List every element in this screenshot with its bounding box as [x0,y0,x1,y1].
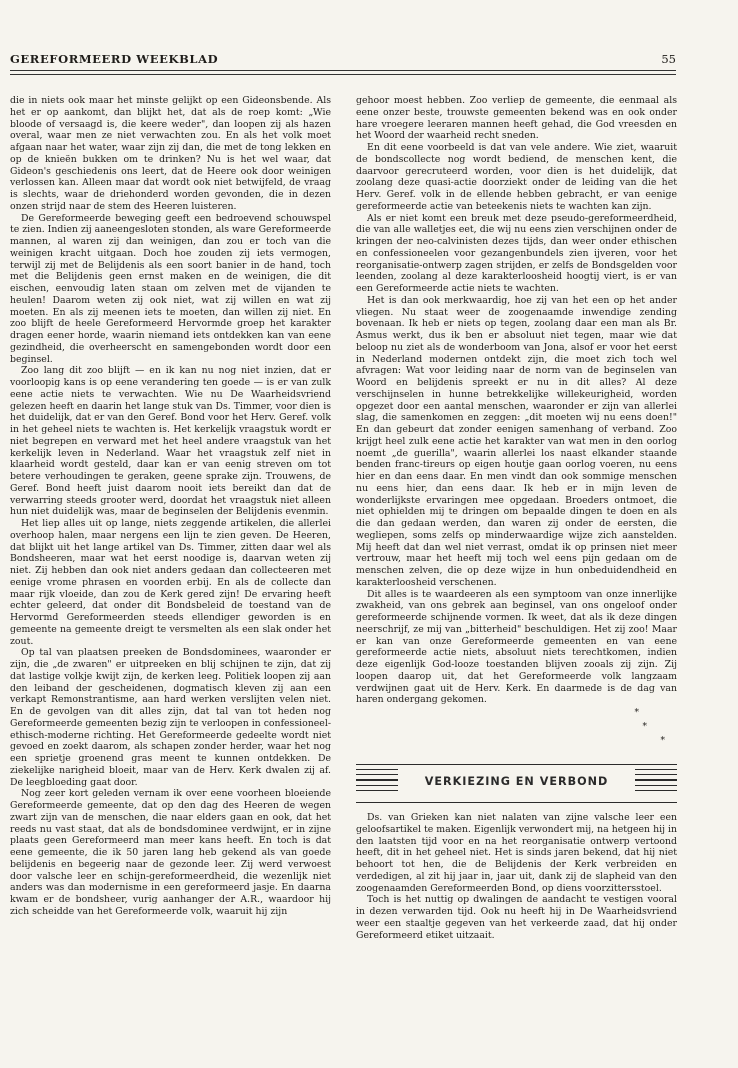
section-separator-stars [356,706,677,754]
header-rule [10,70,676,75]
paragraph: Toch is het nuttig op dwalingen de aandacht te vestigen vooral in dezen verwarden tijd. Ook nu heeft hij in De Waarheidsvriend weer een staaltje gegeven van het verkeerde zaad, dat hij onder Gereformeerd etiket uitzaait. [356,894,677,941]
paragraph: Zoo lang dit zoo blijft — en ik kan nu nog niet inzien, dat er voorloopig kans is op eene verandering ten goede — is er van zulk eene actie niets te verwachten. Wie nu De Waarheidsvriend gelezen heeft en daarin het lange stuk van Ds. Timmer, voor dien is het duidelijk, dat er van den Geref. Bond voor het Herv. Geref. volk in het geheel niets te wachten is. Het kerkelijk vraagstuk wordt er niet begrepen en verward met het heel andere vraagstuk van het kerkelijk leven in Nederland. Waar het vraagstuk zelf niet in klaarheid wordt gesteld, daar kan er van eenig streven om tot betere verhoudingen te geraken, geene sprake zijn. Trouwens, de Geref. Bond heeft juist daarom nooit iets bereikt dan dat de verwarring steeds grooter werd, doordat het vraagstuk niet alleen hun niet duidelijk was, maar de beginselen der Belijdenis evenmin. [10,365,331,518]
heading-ornament-left [356,769,398,799]
page-header [10,52,676,68]
paragraph: gehoor moest hebben. Zoo verliep de gemeente, die eenmaal als eene onzer beste, trouwste gemeenten bekend was en ook onder hare vroegere leeraren mannen heeft gehad, die God vreesden en het Woord der waarheid recht sneden. [356,95,677,142]
paragraph: die in niets ook maar het minste gelijkt op een Gideonsbende. Als het er op aankomt, dan blijkt het, dat als de roep komt: „Wie bloode of versaagd is, die keere weder", dan loopen zij als hazen overal, waar men ze niet verwachten zou. En als het volk moet afgaan naar het water, waar zijn zij dan, die met de tong lekken en op de knieën bukken om te drinken? Nu is het wel waar, dat Gideon's geschiedenis ons leert, dat de Heere ook door weinigen verlossen kan. Alleen maar dat wordt ook niet betwijfeld, de vraag is slechts, waar de driehonderd worden gevonden, die in dezen onzen strijd naar de stem des Heeren luisteren. [10,95,331,212]
section-heading-block [356,758,677,804]
heading-rule-top [356,764,677,765]
paragraph: Het is dan ook merkwaardig, hoe zij van het een op het ander vliegen. Nu staat weer de zoogenaamde inwendige zending bovenaan. Ik heb er niets op tegen, zoolang daar een man als Br. Asmus werkt, dus ik ben er absoluut niet tegen, maar wie dat beloop nu ziet als de wonderboom van Jona, alsof er voor het eerst in Nederland modernen ontdekt zijn, die moet zich toch wel afvragen: Wat voor leiding naar de norm van de beginselen van Woord en belijdenis spreekt er nu in dit alles? Al deze verschijnselen in hunne betrekkelijke willekeurigheid, worden opgezet door een aantal menschen, waaronder er zijn van allerlei slag, die samenkomen en zeggen: „dit moeten wij nu eens doen!" En dan gebeurt dat zonder eenigen samenhang of verband. Zoo krijgt heel zulk eene actie het karakter van wat men in den oorlog noemt „de guerilla", waarin allerlei los naast elkander staande benden franc-tireurs op eigen houtje gaan oorlog voeren, nu eens hier en dan eens daar. En men vindt dan ook sommige menschen nu eens hier, dan eens daar. Ik heb er in mijn leven de wonderlijkste ervaringen mee opgedaan. Broeders ontmoet, die niet ophielden mij te dringen om bepaalde dingen te doen en als die dan gedaan werden, dan waren zij onder de eersten, die wegliepen, soms zelfs op minderwaardige wijze zich aanstelden. Mij heeft dat dan wel niet verrast, omdat ik op prinsen niet meer vertrouw, maar het heeft mij toch wel eens pijn gedaan om de menschen zelven, die op deze wijze in hun onbeduidendheid en karakterloosheid verschenen. [356,294,677,588]
paragraph: Het liep alles uit op lange, niets zeggende artikelen, die allerlei overhoop halen, maar nergens een lijn te zien geven. De Heeren, dat blijkt uit het lange artikel van Ds. Timmer, zitten daar wel als Bondsheeren, maar wat het eerst noodige is, daarvan weten zij niet. Zij hebben dan ook niet anders gedaan dan collecteeren met eenige vrome phrasen en voorden erbij. En als de collecte dan maar rijk vloeide, dan zou de Kerk gered zijn! De ervaring heeft echter geleerd, dat onder dit Bondsbeleid de toestand van de Hervormd Gereformeerden steeds ellendiger geworden is en gemeente na gemeente dreigt te versmelten als een slak onder het zout. [10,518,331,647]
right-column [356,95,677,941]
paragraph: Als er niet komt een breuk met deze pseudo-gereformeerdheid, die van alle walletjes eet, die wij nu eens zien verschijnen onder de kringen der neo-calvinisten dezes tijds, dan weer onder ethischen en confessioneelen voor gezangenbundels zien ijveren, voor het reorganisatie-ontwerp zagen strijden, er zelfs de Bondsgelden voor leenden, zoolang al deze karakterloosheid hoogtij viert, is er van een Gereformeerde actie niets te wachten. [356,212,677,294]
separator-star: * [642,722,647,732]
paragraph: De Gereformeerde beweging geeft een bedroevend schouwspel te zien. Indien zij aaneengesloten stonden, als ware Gereformeerde mannen, al waren zij dan weinigen, dan zou er toch van die weinigen kracht uitgaan. Doch hoe zouden zij iets vermogen, terwijl zij met de Belijdenis als een soort banier in de hand, toch met die Belijdenis geen ernst maken en de weinigen, die dit eischen, eenvoudig laten staan om zelven met de vijanden te heulen! Daarom weten zij ook niet, wat zij willen en wat zij moeten. En als zij meenen iets te moeten, dan willen zij niet. En zoo blijft de heele Gereformeerd Hervormde groep het karakter dragen eener horde, waarin niemand iets ontdekken kan van eene gezindheid, die overheerscht en samengebonden wordt door een beginsel. [10,212,332,365]
paragraph: Nog zeer kort geleden vernam ik over eene voorheen bloeiende Gereformeerde gemeente, dat op den dag des Heeren de wegen zwart zijn van de menschen, die naar elders gaan en ook, dat het reeds nu vast staat, dat als de bondsdominee verdwijnt, er in zijne plaats geen Gereformeerd man meer kans heeft. En toch is dat eene gemeente, die ik 50 jaren lang heb gekend als van goede belijdenis en begeerig naar de gezonde leer. Zij werd verwoest door valsche leer en schijn-gereformeerdheid, die wezenlijk niet anders was dan modernisme in een gereformeerd jasje. En daarna kwam er de bondsheer, vurig aanhanger der A.R., waardoor hij zich scheidde van het Gereformeerde volk, waaruit hij zijn [10,788,331,917]
paragraph: Dit alles is te waardeeren als een symptoom van onze innerlijke zwakheid, van ons gebrek aan beginsel, van ons ongeloof onder gereformeerde schijnende vormen. Ik weet, dat als ik deze dingen neerschrijf, ze mij van „bitterheid" beschuldigen. Het zij zoo! Maar er kan van onze Gereformeerde gemeenten en van eene gereformeerde actie niets, absoluut niets terechtkomen, indien deze eigenlijk God-looze toestanden blijven zooals zij zijn. Zij loopen daarop uit, dat het Gereformeerde volk langzaam verdwijnen gaat uit de Herv. Kerk. En daarmede is de dag van haren ondergang gekomen. [356,588,677,706]
paragraph: En dit eene voorbeeld is dat van vele andere. Wie ziet, waaruit de bondscollecte nog wordt bediend, de menschen kent, die daarvoor gerecruteerd worden, voor dien is het duidelijk, dat zoolang deze quasi-actie doorziekt onder de leiding van die het Herv. Geref. volk in de ellende hebben gebracht, er van eenige gereformeerde actie van beteekenis niets te wachten kan zijn. [356,142,677,212]
paragraph: Ds. van Grieken kan niet nalaten van zijne valsche leer een geloofsartikel te maken. Eigenlijk verwondert mij, na hetgeen hij in den laatsten tijd voor en na het reorganisatie ontwerp vertoond heeft, dit in het geheel niet. Het is sinds jaren bekend, dat hij niet behoort tot hen, die de Belijdenis der Kerk verbreiden en verdedigen, al zit hij jaar in, jaar uit, dank zij de slapheid van den zoogenaamden Gereformeerden Bond, op diens voorzittersstoel. [356,812,677,894]
heading-rule-bottom [356,802,677,803]
left-column [10,95,331,918]
separator-star: * [660,736,665,746]
paragraph: Op tal van plaatsen preeken de Bondsdominees, waaronder er zijn, die „de zwaren" er uitpreeken en blij schijnen te zijn, dat zij dat lastige volkje kwijt zijn, de kerken leeg. Politiek loopen zij aan den leiband der gescheidenen, dogmatisch kleven zij aan een verkapt Remonstrantisme, aan hard werken verslijten velen niet. En de gevolgen van dit alles zijn, dat tal van tot heden nog Gereformeerde gemeenten bezig zijn te verloopen in confessioneel-ethisch-moderne richting. Het Gereformeerde gedeelte wordt niet gevoed en zoekt daarom, als schapen zonder herder, waar het nog een sprietje groenend gras meent te kunnen ontdekken. De ziekelijke narigheid bloeit, maar van de Herv. Kerk dwalen zij af. De leegbloeding gaat door. [10,647,331,788]
page-number: 55 [661,52,676,66]
separator-star: * [634,708,639,718]
publication-title: GEREFORMEERD WEEKBLAD [10,52,219,66]
section-heading: VERKIEZING EN VERBOND [424,775,609,788]
heading-ornament-right [635,769,677,799]
